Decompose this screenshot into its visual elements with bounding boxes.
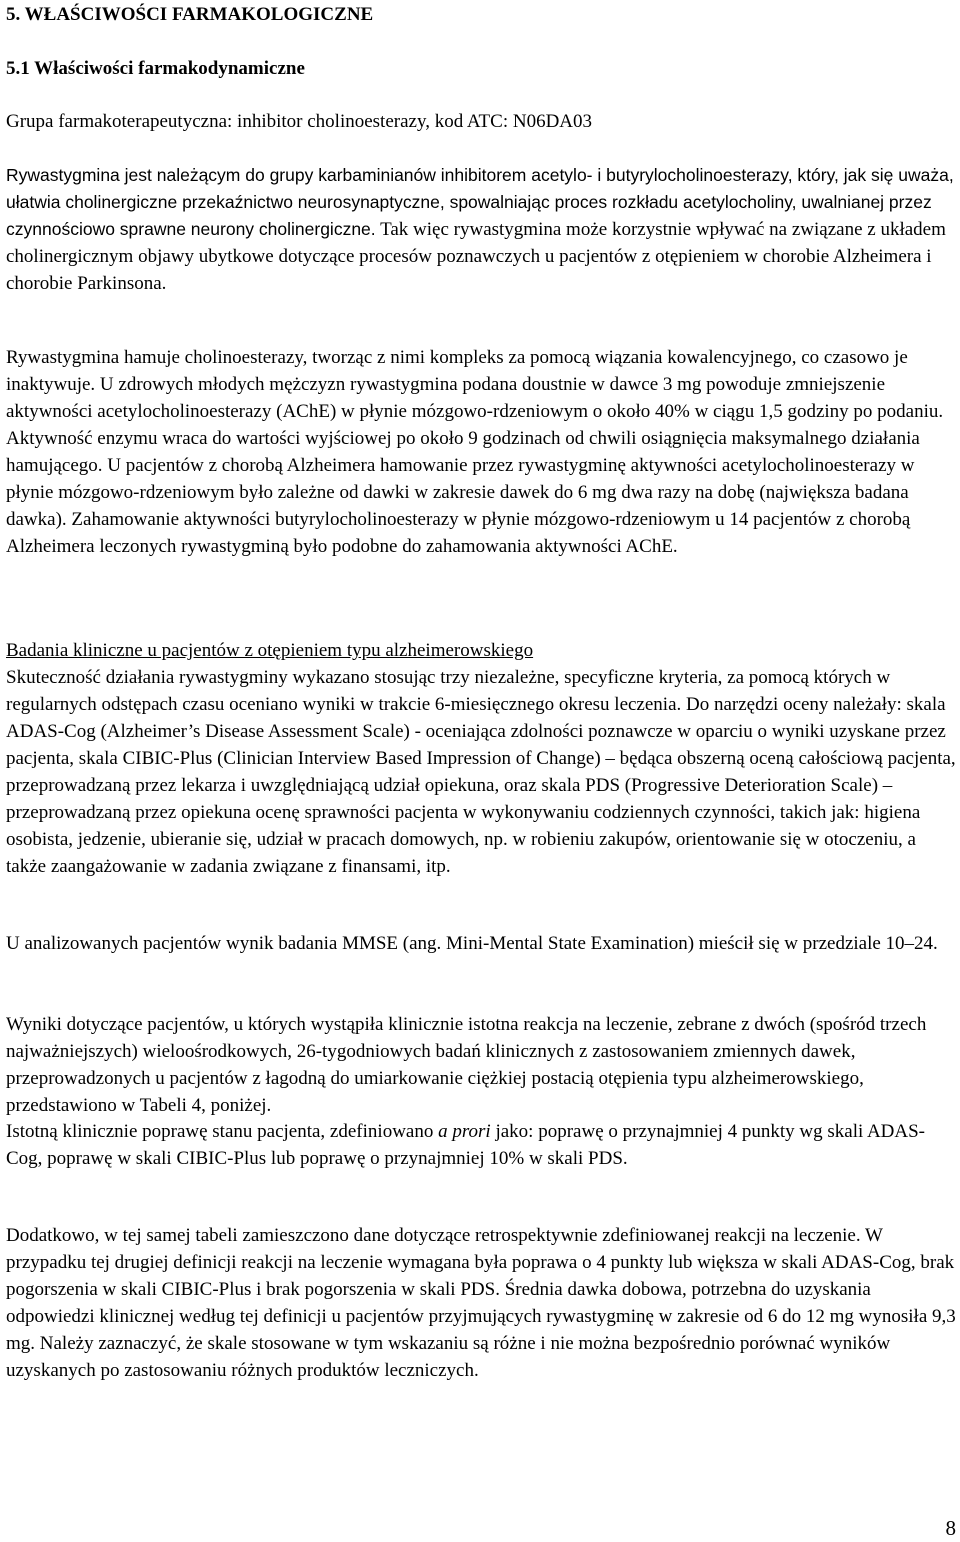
subsection-title: 5.1 Właściwości farmakodynamiczne <box>6 58 305 79</box>
paragraph-mechanism-serif: Tak więc rywastygmina może korzystnie wpływać na związane z układem cholinergicznym objawy ubytkowe dotyczące procesów poznawczych u pacjentów z otępieniem w chorobie Alzheimera i chorobie Parkinsona. <box>6 219 946 294</box>
section-title: 5. WŁAŚCIWOŚCI FARMAKOLOGICZNE <box>6 4 374 25</box>
paragraph-definition-italic: a prori <box>438 1121 491 1142</box>
paragraph-mmse: U analizowanych pacjentów wynik badania MMSE (ang. Mini-Mental State Examination) mieścił się w przedziale 10–24. <box>6 933 938 954</box>
paragraph-cholinesterase: Rywastygmina hamuje cholinoesterazy, tworząc z nimi kompleks za pomocą wiązania kowalencyjnego, co czasowo je inaktywuje. U zdrowych młodych mężczyzn rywastygmina podana doustnie w dawce 3 mg powoduje zmniejszenie aktywności acetylocholinoesterazy (AChE) w płynie mózgowo-rdzeniowym o około 40% w ciągu 1,5 godziny po podaniu. Aktywność enzymu wraca do wartości wyjściowej po około 9 godzinach od chwili osiągnięcia maksymalnego działania hamującego. U pacjentów z chorobą Alzheimera hamowanie przez rywastygminę aktywności acetylocholinoesterazy w płynie mózgowo-rdzeniowym było zależne od dawki w zakresie dawek do 6 mg dwa razy na dobę (największa badana dawka). Zahamowanie aktywności butyrylocholinoesterazy w płynie mózgowo-rdzeniowym u 14 pacjentów z chorobą Alzheimera leczonych rywastygminą było podobne do zahamowania aktywności AChE. <box>6 347 944 557</box>
paragraph-mechanism-sans: Rywastygmina jest należącym do grupy karbaminianów inhibitorem acetylo- i butyrylocholinoesterazy, który, jak się uważa, ułatwia cholinergiczne przekaźnictwo neurosynaptyczne, spowalniając proces rozkładu acetylocholiny, uwalnianej przez czynnościowo sprawne neurony cholinergiczne. <box>6 165 954 239</box>
paragraph-definition <box>6 1118 956 1172</box>
page-number: 8 <box>945 1516 956 1540</box>
paragraph-definition-start: Istotną klinicznie poprawę stanu pacjenta, zdefiniowano <box>6 1121 434 1142</box>
clinical-trials-heading: Badania kliniczne u pacjentów z otępieniem typu alzheimerowskiego <box>6 640 534 661</box>
paragraph-results: Wyniki dotyczące pacjentów, u których wystąpiła klinicznie istotna reakcja na leczenie, zebrane z dwóch (spośród trzech najważniejszych) wieloośrodkowych, 26-tygodniowych badań klinicznych z zastosowaniem zmiennych dawek, przeprowadzonych u pacjentów z łagodną do umiarkowanie ciężkiej postacią otępienia typu alzheimerowskiego, przedstawiono w Tabeli 4, poniżej. <box>6 1014 927 1116</box>
pharmacotherapeutic-group: Grupa farmakoterapeutyczna: inhibitor cholinoesterazy, kod ATC: N06DA03 <box>6 111 593 132</box>
paragraph-definition-end: jako: poprawę o przynajmniej 4 punkty wg skali ADAS-Cog, poprawę w skali CIBIC-Plus lub poprawę o przynajmniej 10% w skali PDS. <box>6 1121 926 1169</box>
paragraph-efficacy: Skuteczność działania rywastygminy wykazano stosując trzy niezależne, specyficzne kryteria, za pomocą których w regularnych odstępach czasu oceniano wyniki w trakcie 6-miesięcznego okresu leczenia. Do narzędzi oceny należały: skala ADAS-Cog (Alzheimer’s Disease Assessment Scale) - oceniająca zdolności poznawcze w oparciu o wyniki uzyskane przez pacjenta, skala CIBIC-Plus (Clinician Interview Based Impression of Change) – będąca obszerną oceną całościową pacjenta, przeprowadzaną przez lekarza i uwzględniającą udział opiekuna, oraz skala PDS (Progressive Deterioration Scale) – przeprowadzaną przez opiekuna ocenę sprawności pacjenta w wykonywaniu codziennych czynności, takich jak: higiena osobista, jedzenie, ubieranie się, udział w pracach domowych, np. w robieniu zakupów, orientowanie się w otoczeniu, a także zaangażowanie w zadania związane z finansami, itp. <box>6 667 956 877</box>
paragraph-additional: Dodatkowo, w tej samej tabeli zamieszczono dane dotyczące retrospektywnie zdefiniowanej reakcji na leczenie. W przypadku tej drugiej definicji reakcji na leczenie wymagana była poprawa o 4 punkty lub większa w skali ADAS-Cog, brak pogorszenia w skali CIBIC-Plus i brak pogorszenia w skali PDS. Średnia dawka dobowa, potrzebna do uzyskania odpowiedzi klinicznej według tej definicji u pacjentów przyjmujących rywastygminę w zakresie od 6 do 12 mg wynosiła 9,3 mg. Należy zaznaczyć, że skale stosowane w tym wskazaniu są różne i nie można bezpośrednio porównać wyników uzyskanych po zastosowaniu różnych produktów leczniczych. <box>6 1225 956 1381</box>
paragraph-mechanism <box>6 162 956 297</box>
